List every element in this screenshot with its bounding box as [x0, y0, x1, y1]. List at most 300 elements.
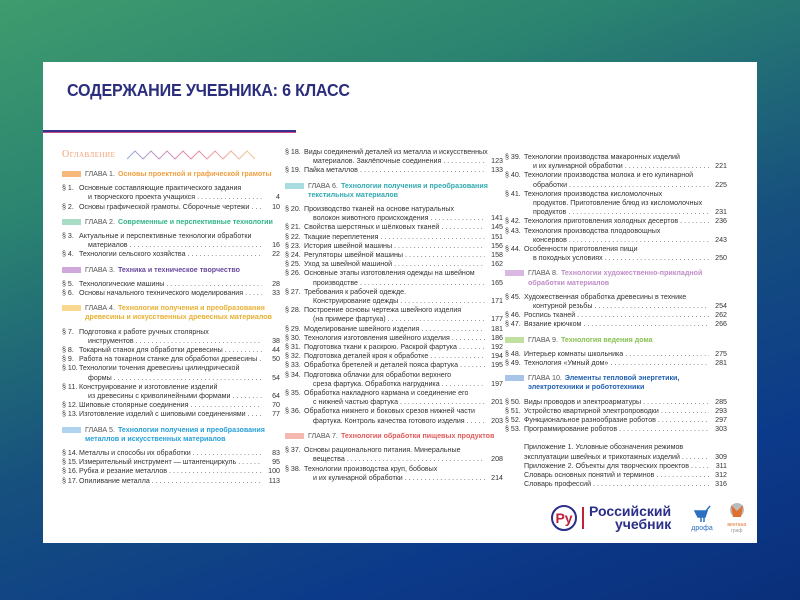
chapter-title: Техника и техническое творчество	[117, 265, 240, 274]
entry-body	[79, 355, 280, 364]
toc-entry[interactable]	[62, 449, 280, 458]
chapter-label: ГЛАВА 4.	[85, 304, 115, 313]
entry-text: Технология производства плодоовощных	[524, 226, 661, 235]
dot-leader	[593, 480, 709, 489]
entry-line	[304, 417, 503, 426]
entry-body	[304, 205, 503, 223]
ventana-text: вентана	[727, 522, 747, 528]
chapter-color-bar	[62, 427, 81, 433]
dot-leader	[347, 455, 485, 464]
entry-text: Программирование роботов	[524, 425, 618, 434]
page-number: 201	[491, 398, 503, 407]
toc-entry[interactable]	[505, 443, 727, 461]
entry-line	[524, 471, 727, 480]
dot-leader	[405, 474, 485, 483]
entry-text: среза фартука. Обработка нагрудника	[313, 379, 440, 388]
chapter-color-bar	[62, 305, 81, 311]
toc-entry[interactable]	[505, 293, 727, 311]
toc-column-3	[505, 153, 727, 490]
entry-body	[79, 346, 280, 355]
entry-number: § 12.	[62, 401, 78, 410]
toc-entry[interactable]	[285, 242, 503, 251]
toc-entry[interactable]	[62, 289, 280, 298]
entry-line	[304, 380, 503, 389]
entry-line	[304, 325, 503, 334]
entry-line	[304, 334, 503, 343]
page-number: 171	[491, 297, 503, 306]
entry-line	[524, 302, 727, 311]
toc-entry[interactable]	[285, 334, 503, 343]
entry-line	[524, 171, 727, 180]
entry-text: Обработка накладного кармана и соединение его	[304, 389, 469, 398]
chapter-heading	[62, 170, 280, 179]
entry-text: Токарный станок для обработки древесины	[79, 346, 223, 355]
dot-leader	[114, 374, 262, 383]
entry-body	[79, 289, 280, 298]
entry-body	[79, 410, 280, 419]
chapter-heading	[62, 304, 280, 322]
chapter-title: Технологии получения и преобразования текстильных материалов	[308, 181, 488, 199]
entry-text: Обработка нижнего и боковых срезов нижней части	[304, 407, 475, 416]
chapter-title: Технология ведения дома	[560, 335, 653, 344]
entry-body	[304, 446, 503, 464]
entry-line	[524, 190, 727, 199]
entry-line	[79, 392, 280, 401]
russian-textbook-logo	[551, 505, 671, 531]
toc-entry[interactable]	[62, 346, 280, 355]
entry-number: § 51.	[505, 406, 521, 415]
entry-body	[79, 232, 280, 250]
entry-number: § 11.	[62, 382, 78, 391]
entry-body	[524, 407, 727, 416]
logo-separator	[582, 507, 584, 529]
dot-leader	[619, 425, 709, 434]
entry-body	[79, 280, 280, 289]
entry-text: Моделирование швейного изделия	[304, 324, 420, 333]
page-number: 22	[272, 250, 280, 259]
toc-entry[interactable]	[505, 245, 727, 263]
page-number: 312	[715, 471, 727, 480]
entry-body	[79, 364, 280, 382]
entry-number: § 29.	[285, 324, 301, 333]
page-number: 186	[491, 333, 503, 342]
dot-leader	[251, 203, 262, 212]
chapter-text	[85, 426, 280, 444]
entry-number: § 49.	[505, 359, 521, 368]
toc-entry[interactable]	[285, 148, 503, 166]
toc-entry[interactable]	[62, 280, 280, 289]
entry-line	[524, 254, 727, 263]
page-number: 194	[491, 352, 503, 361]
entry-text: Технология «Умный дом»	[524, 359, 609, 368]
entry-line	[524, 443, 727, 452]
dot-leader	[169, 467, 262, 476]
page-number: 100	[268, 467, 280, 476]
chapter-title: Элементы тепловой энергетики, электротехники и робототехники	[528, 374, 680, 392]
chapter-color-bar	[62, 219, 81, 225]
entry-text: Функциональное разнообразие роботов	[524, 416, 656, 425]
entry-line	[304, 269, 503, 278]
toc-entry[interactable]	[285, 325, 503, 334]
entry-number: § 3.	[62, 232, 74, 241]
page-number: 285	[715, 397, 727, 406]
entry-number: § 21.	[285, 223, 301, 232]
entry-text: Роспись тканей	[524, 311, 576, 320]
chapter-heading	[62, 218, 280, 227]
entry-line	[304, 398, 503, 407]
entry-text: Построение основы чертежа швейного изделия	[304, 306, 462, 315]
dot-leader	[577, 311, 709, 320]
dot-leader	[193, 449, 262, 458]
toc-entry[interactable]	[285, 306, 503, 324]
dot-leader	[400, 297, 485, 306]
toc-entry[interactable]	[505, 471, 727, 480]
dot-leader	[569, 181, 709, 190]
entry-body	[524, 227, 727, 245]
page-number: 54	[272, 373, 280, 382]
entry-text: и творческого проекта учащихся	[88, 193, 196, 202]
entry-line	[304, 371, 503, 380]
entry-text: Подготовка облачки для обработки верхнего	[304, 370, 452, 379]
page-number: 158	[491, 251, 503, 260]
entry-text: Виды проводов и электроарматуры	[524, 397, 642, 406]
page-number: 311	[715, 461, 727, 470]
entry-body	[79, 458, 280, 467]
chapter-color-bar	[62, 267, 81, 273]
entry-line	[524, 217, 727, 226]
entry-number: § 9.	[62, 355, 74, 364]
toc-entry[interactable]	[285, 407, 503, 425]
dot-leader	[190, 401, 262, 410]
page-number: 141	[491, 214, 503, 223]
dot-leader	[442, 380, 485, 389]
entry-line	[304, 251, 503, 260]
entry-text: Приложение 2. Объекты для творческих проектов	[524, 461, 689, 470]
toc-entry[interactable]	[505, 311, 727, 320]
entry-body	[304, 465, 503, 483]
chapter-heading	[285, 432, 503, 441]
toc-entry[interactable]	[505, 320, 727, 329]
entry-body	[79, 477, 280, 486]
entry-line	[79, 458, 280, 467]
entry-line	[304, 474, 503, 483]
page-number: 225	[715, 180, 727, 189]
dot-leader	[259, 355, 262, 364]
entry-body	[304, 269, 503, 287]
entry-text: Основы начального технического моделирования	[79, 289, 244, 298]
toc-entry[interactable]	[505, 350, 727, 359]
toc-entry[interactable]	[285, 205, 503, 223]
toc-entry[interactable]	[285, 361, 503, 370]
entry-number: § 32.	[285, 352, 301, 361]
entry-body	[524, 359, 727, 368]
entry-text: консервов	[533, 235, 567, 244]
toc-entry[interactable]	[62, 410, 280, 419]
entry-text: Опиливание металла	[79, 476, 150, 485]
entry-line	[524, 359, 727, 368]
entry-body	[304, 251, 503, 260]
page-number: 181	[491, 324, 503, 333]
chapter-color-bar	[285, 433, 304, 439]
entry-line	[304, 288, 503, 297]
toc-entry[interactable]	[505, 407, 727, 416]
chapter-title: Современные и перспективные технологии	[117, 217, 273, 226]
entry-text: с нижней частью фартука	[313, 398, 399, 407]
page-number: 281	[715, 359, 727, 368]
entry-line	[524, 453, 727, 462]
chapter-heading	[505, 269, 727, 287]
toc-column-2	[285, 148, 503, 483]
entry-text: волокон животного происхождения	[313, 214, 429, 223]
toc-entry[interactable]	[505, 153, 727, 171]
entry-text: История швейной машины	[304, 241, 393, 250]
entry-number: § 31.	[285, 343, 301, 352]
chapter-text	[85, 170, 272, 179]
chapter-label: ГЛАВА 2.	[85, 217, 115, 226]
toc-entry[interactable]	[285, 389, 503, 407]
entry-text: материалов	[88, 241, 128, 250]
chapter-color-bar	[505, 270, 524, 276]
dot-leader	[569, 236, 709, 245]
ru-circle-icon: Ру	[551, 505, 577, 531]
dot-leader	[136, 337, 262, 346]
entry-text: Технология приготовления холодных десертов	[524, 217, 679, 226]
entry-text: (на примере фартука)	[313, 315, 386, 324]
toc-entry[interactable]	[285, 446, 503, 464]
toc-entry[interactable]	[285, 166, 503, 175]
entry-text: Пайка металлов	[304, 166, 358, 175]
toc-entry[interactable]	[285, 260, 503, 269]
entry-text: Свойства шерстяных и шёлковых тканей	[304, 223, 440, 232]
entry-text: Подготовка ткани к раскрою. Раскрой фартука	[304, 343, 457, 352]
entry-number	[505, 471, 524, 480]
entry-line	[524, 162, 727, 171]
entry-text: Приложение 1. Условные обозначения режимов	[524, 443, 684, 452]
entry-body	[304, 371, 503, 389]
entry-line	[79, 467, 280, 476]
entry-number: § 44.	[505, 245, 521, 254]
entry-line	[79, 477, 280, 486]
toc-entry[interactable]	[285, 371, 503, 389]
entry-body	[524, 480, 727, 489]
entry-text: Основные составляющие практического задания	[79, 184, 242, 193]
entry-number: § 52.	[505, 416, 521, 425]
entry-body	[79, 250, 280, 259]
page-number: 203	[491, 416, 503, 425]
entry-body	[304, 306, 503, 324]
toc-entry[interactable]	[285, 223, 503, 232]
entry-text: Технология изготовления швейного изделия	[304, 333, 450, 342]
entry-text: Подготовка деталей кроя к обработке	[304, 352, 429, 361]
entry-body	[524, 190, 727, 218]
toc-entry[interactable]	[285, 352, 503, 361]
page-number: 297	[715, 416, 727, 425]
toc-entry[interactable]	[285, 288, 503, 306]
dot-leader	[394, 242, 485, 251]
entry-number: § 39.	[505, 153, 521, 161]
page-number: 113	[268, 476, 280, 485]
entry-number: § 18.	[285, 148, 301, 156]
toc-entry[interactable]	[505, 217, 727, 226]
page-number: 50	[272, 355, 280, 364]
entry-text: Устройство квартирной электропроводки	[524, 406, 659, 415]
chapter-color-bar	[505, 337, 524, 343]
toc-entry[interactable]	[505, 480, 727, 489]
toc-entry[interactable]	[285, 269, 503, 287]
entry-text: Основы рационального питания. Минеральные	[304, 446, 461, 455]
toc-entry[interactable]	[505, 462, 727, 471]
dot-leader	[248, 410, 262, 419]
entry-line	[79, 401, 280, 410]
page-number: 28	[272, 279, 280, 288]
dot-leader	[421, 325, 485, 334]
toc-entry[interactable]	[285, 343, 503, 352]
entry-body	[524, 153, 727, 171]
page-number: 195	[491, 361, 503, 370]
entry-line	[524, 293, 727, 302]
ventana-graf-logo	[727, 502, 747, 534]
entry-body	[79, 203, 280, 212]
dot-leader	[152, 477, 262, 486]
dot-leader	[568, 208, 709, 217]
entry-number: § 1.	[62, 184, 74, 193]
entry-body	[524, 171, 727, 189]
dot-leader	[643, 398, 709, 407]
dot-leader	[166, 280, 262, 289]
toc-entry[interactable]	[62, 328, 280, 346]
entry-text: Основы графической грамоты. Сборочные чертежи	[79, 202, 250, 211]
entry-line	[524, 462, 727, 471]
toc-entry[interactable]	[62, 184, 280, 202]
entry-line	[304, 306, 503, 315]
entry-number	[505, 443, 524, 461]
entry-text: Технологии точения древесины цилиндрической	[79, 364, 240, 373]
entry-text: Уход за швейной машиной	[304, 260, 393, 269]
entry-line	[524, 208, 727, 217]
entry-body	[304, 407, 503, 425]
entry-number: § 20.	[285, 205, 301, 214]
toc-entry[interactable]	[505, 190, 727, 218]
page-number: 156	[491, 241, 503, 250]
toc-entry[interactable]	[505, 171, 727, 189]
entry-body	[524, 311, 727, 320]
dot-leader	[238, 458, 262, 467]
dot-leader	[405, 251, 485, 260]
entry-line	[524, 416, 727, 425]
dot-leader	[658, 416, 709, 425]
page-number: 221	[715, 162, 727, 171]
entry-body	[304, 233, 503, 242]
page-number: 162	[491, 260, 503, 269]
toc-entry[interactable]	[62, 364, 280, 382]
toc-entry[interactable]	[62, 477, 280, 486]
dot-leader	[661, 407, 709, 416]
entry-number: § 50.	[505, 397, 521, 406]
entry-text: в походных условиях	[533, 254, 603, 263]
entry-number: § 27.	[285, 287, 301, 296]
entry-text: Требования к рабочей одежде.	[304, 287, 407, 296]
toc-entry[interactable]	[505, 398, 727, 407]
entry-line	[304, 352, 503, 361]
entry-number: § 30.	[285, 333, 301, 342]
chapter-heading	[285, 182, 503, 200]
toc-entry[interactable]	[505, 227, 727, 245]
toc-entry[interactable]	[62, 458, 280, 467]
chapter-heading	[62, 266, 280, 275]
toc-entry[interactable]	[62, 203, 280, 212]
entry-text: и их кулинарной обработки	[313, 473, 403, 482]
entry-line	[304, 446, 503, 455]
toc-entry[interactable]	[285, 251, 503, 260]
entry-text: производстве	[313, 278, 358, 287]
title-underline	[43, 130, 296, 133]
entry-number: § 45.	[505, 292, 521, 301]
toc-entry[interactable]	[505, 416, 727, 425]
toc-entry[interactable]	[505, 359, 727, 368]
entry-line	[79, 250, 280, 259]
entry-number: § 38.	[285, 464, 301, 473]
entry-text: Регуляторы швейной машины	[304, 251, 404, 260]
toc-entry[interactable]	[62, 383, 280, 401]
chapter-color-bar	[505, 375, 524, 381]
toc-entry[interactable]	[285, 465, 503, 483]
entry-line	[524, 425, 727, 434]
entry-text: Измерительный инструмент — штангенциркуль	[79, 458, 237, 467]
entry-number: § 43.	[505, 226, 521, 235]
entry-body	[304, 352, 503, 361]
toc-entry[interactable]	[62, 467, 280, 476]
entry-line	[79, 289, 280, 298]
toc-entry[interactable]	[62, 355, 280, 364]
entry-body	[524, 293, 727, 311]
page-number: 44	[272, 346, 280, 355]
toc-entry[interactable]	[62, 232, 280, 250]
entry-line	[304, 233, 503, 242]
entry-text: Особенности приготовления пищи	[524, 245, 638, 254]
entry-number: § 2.	[62, 202, 74, 211]
page-number: 275	[715, 349, 727, 358]
entry-number	[505, 462, 524, 471]
entry-body	[304, 148, 503, 166]
chapter-label: ГЛАВА 6.	[308, 181, 338, 190]
page-number: 70	[272, 401, 280, 410]
toc-entry[interactable]	[285, 233, 503, 242]
entry-number: § 25.	[285, 260, 301, 269]
entry-body	[524, 217, 727, 226]
toc-entry[interactable]	[62, 401, 280, 410]
entry-line	[79, 241, 280, 250]
entry-number: § 5.	[62, 279, 74, 288]
entry-text: фартука. Контроль качества готового изделия	[313, 416, 465, 425]
entry-text: обработки	[533, 180, 568, 189]
entry-number: § 13.	[62, 410, 78, 419]
entry-line	[524, 311, 727, 320]
toc-entry[interactable]	[505, 425, 727, 434]
chapter-label: ГЛАВА 9.	[528, 335, 558, 344]
page-number: 262	[715, 311, 727, 320]
entry-text: инструментов	[88, 336, 134, 345]
entry-line	[304, 465, 503, 474]
entry-text: Актуальные и перспективные технологии обработки	[79, 232, 252, 241]
publisher-logos	[551, 502, 747, 534]
toc-entry[interactable]	[62, 250, 280, 259]
page-number: 38	[272, 336, 280, 345]
dot-leader	[130, 241, 262, 250]
entry-line	[304, 279, 503, 288]
entry-body	[304, 166, 503, 175]
dot-leader	[452, 334, 485, 343]
entry-line	[304, 166, 503, 175]
